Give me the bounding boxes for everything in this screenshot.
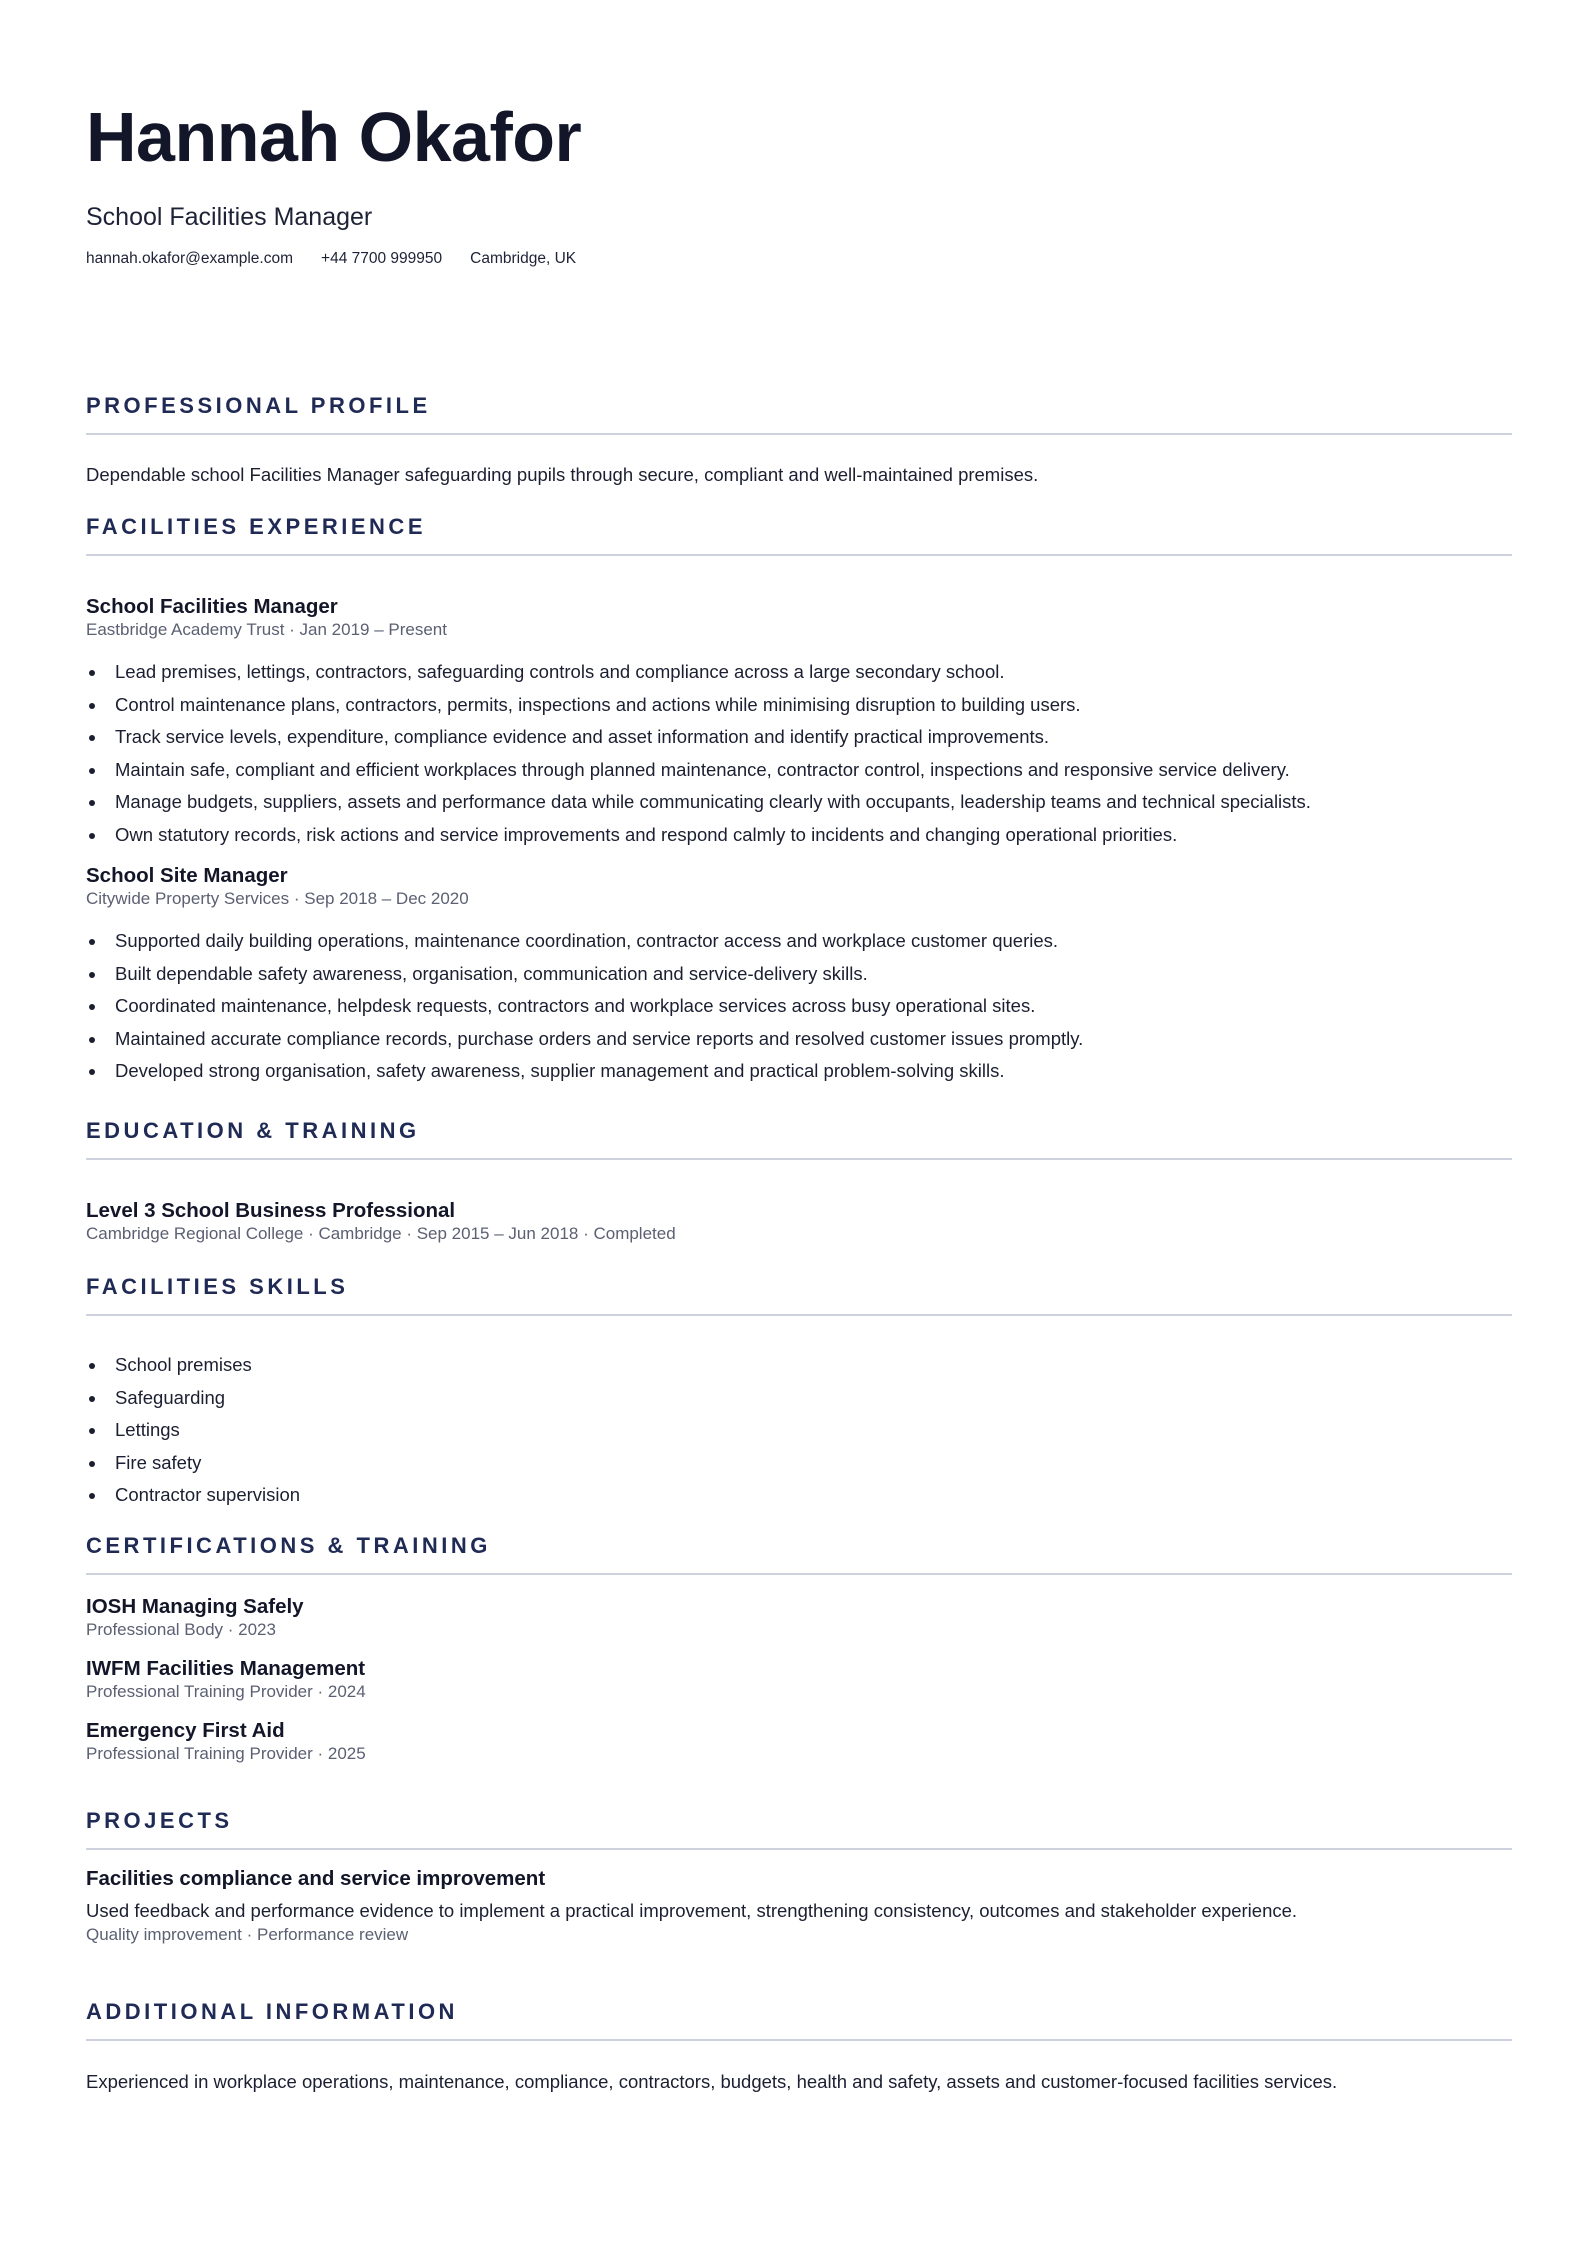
skill-item: Fire safety	[115, 1447, 1512, 1480]
education-meta: Cambridge Regional College · Cambridge · Sep 2015 – Jun 2018 · Completed	[86, 1224, 676, 1243]
section-heading-additional: ADDITIONAL INFORMATION	[86, 1999, 458, 2024]
job-title: School Site Manager	[86, 864, 288, 887]
project-description: Used feedback and performance evidence to implement a practical improvement, strengthening consistency, outcomes and stakeholder experience.	[86, 1900, 1298, 1921]
candidate-name: Hannah Okafor	[86, 98, 582, 176]
section-divider	[86, 1573, 1512, 1575]
project-title: Facilities compliance and service improvement	[86, 1867, 546, 1890]
certification-meta: Professional Training Provider · 2024	[86, 1682, 366, 1701]
job-bullet: Own statutory records, risk actions and service improvements and respond calmly to incidents and changing operational priorities.	[115, 819, 1512, 852]
job-entry	[86, 864, 1512, 1088]
section-heading-education: EDUCATION & TRAINING	[86, 1118, 420, 1143]
section-divider	[86, 1314, 1512, 1316]
section-divider	[86, 1848, 1512, 1850]
certification-title: Emergency First Aid	[86, 1719, 285, 1742]
section-heading-projects: PROJECTS	[86, 1808, 233, 1833]
education-entry	[86, 1199, 1512, 1245]
education-title: Level 3 School Business Professional	[86, 1199, 456, 1222]
certification-entry	[86, 1719, 1512, 1765]
section-certifications	[86, 1533, 1512, 1765]
section-divider	[86, 433, 1512, 435]
section-education	[86, 1118, 1512, 1245]
contact-email: hannah.okafor@example.com	[86, 250, 294, 267]
additional-text: Experienced in workplace operations, maintenance, compliance, contractors, budgets, health and safety, assets and customer-focused facilities services.	[86, 2071, 1338, 2092]
job-entry	[86, 595, 1512, 851]
job-bullet: Manage budgets, suppliers, assets and performance data while communicating clearly with occupants, leadership teams and technical specialists.	[115, 786, 1512, 819]
section-additional	[86, 1999, 1512, 2095]
section-projects	[86, 1808, 1512, 1946]
job-bullet: Maintained accurate compliance records, purchase orders and service reports and resolved customer issues promptly.	[115, 1023, 1512, 1056]
section-divider	[86, 554, 1512, 556]
section-heading-skills: FACILITIES SKILLS	[86, 1274, 349, 1299]
certification-meta: Professional Body · 2023	[86, 1620, 276, 1639]
job-bullet: Lead premises, lettings, contractors, safeguarding controls and compliance across a large secondary school.	[115, 656, 1512, 689]
profile-summary: Dependable school Facilities Manager safeguarding pupils through secure, compliant and well-maintained premises.	[86, 464, 1039, 485]
section-heading-experience: FACILITIES EXPERIENCE	[86, 514, 426, 539]
project-entry	[86, 1867, 1512, 1946]
skill-item: Safeguarding	[115, 1382, 1512, 1415]
contact-info	[86, 250, 581, 268]
certification-entry	[86, 1595, 1512, 1641]
section-skills	[86, 1274, 1512, 1512]
job-bullets	[86, 925, 1512, 1088]
resume-header	[86, 92, 581, 268]
job-meta: Eastbridge Academy Trust · Jan 2019 – Present	[86, 620, 447, 639]
contact-phone: +44 7700 999950	[321, 250, 443, 267]
job-bullet: Built dependable safety awareness, organisation, communication and service-delivery skills.	[115, 958, 1512, 991]
section-profile	[86, 393, 1512, 488]
contact-location: Cambridge, UK	[470, 250, 577, 267]
job-bullet: Track service levels, expenditure, compliance evidence and asset information and identify practical improvements.	[115, 721, 1512, 754]
section-experience	[86, 514, 1512, 1088]
project-tags: Quality improvement · Performance review	[86, 1925, 409, 1944]
certification-title: IOSH Managing Safely	[86, 1595, 304, 1618]
job-bullet: Coordinated maintenance, helpdesk requests, contractors and workplace services across busy operational sites.	[115, 990, 1512, 1023]
section-heading-certifications: CERTIFICATIONS & TRAINING	[86, 1533, 491, 1558]
job-bullets	[86, 656, 1512, 851]
job-meta: Citywide Property Services · Sep 2018 – Dec 2020	[86, 889, 469, 908]
skill-item: Contractor supervision	[115, 1479, 1512, 1512]
job-bullet: Control maintenance plans, contractors, permits, inspections and actions while minimising disruption to building users.	[115, 689, 1512, 722]
certification-title: IWFM Facilities Management	[86, 1657, 366, 1680]
job-bullet: Supported daily building operations, maintenance coordination, contractor access and workplace customer queries.	[115, 925, 1512, 958]
certification-entry	[86, 1657, 1512, 1703]
section-heading-profile: PROFESSIONAL PROFILE	[86, 393, 431, 418]
certification-meta: Professional Training Provider · 2025	[86, 1744, 366, 1763]
job-bullet: Developed strong organisation, safety awareness, supplier management and practical problem-solving skills.	[115, 1055, 1512, 1088]
job-bullet: Maintain safe, compliant and efficient workplaces through planned maintenance, contractor control, inspections and responsive service delivery.	[115, 754, 1512, 787]
section-divider	[86, 1158, 1512, 1160]
candidate-title: School Facilities Manager	[86, 203, 373, 231]
skills-list	[86, 1349, 1512, 1512]
skill-item: Lettings	[115, 1414, 1512, 1447]
section-divider	[86, 2039, 1512, 2041]
skill-item: School premises	[115, 1349, 1512, 1382]
job-title: School Facilities Manager	[86, 595, 338, 618]
